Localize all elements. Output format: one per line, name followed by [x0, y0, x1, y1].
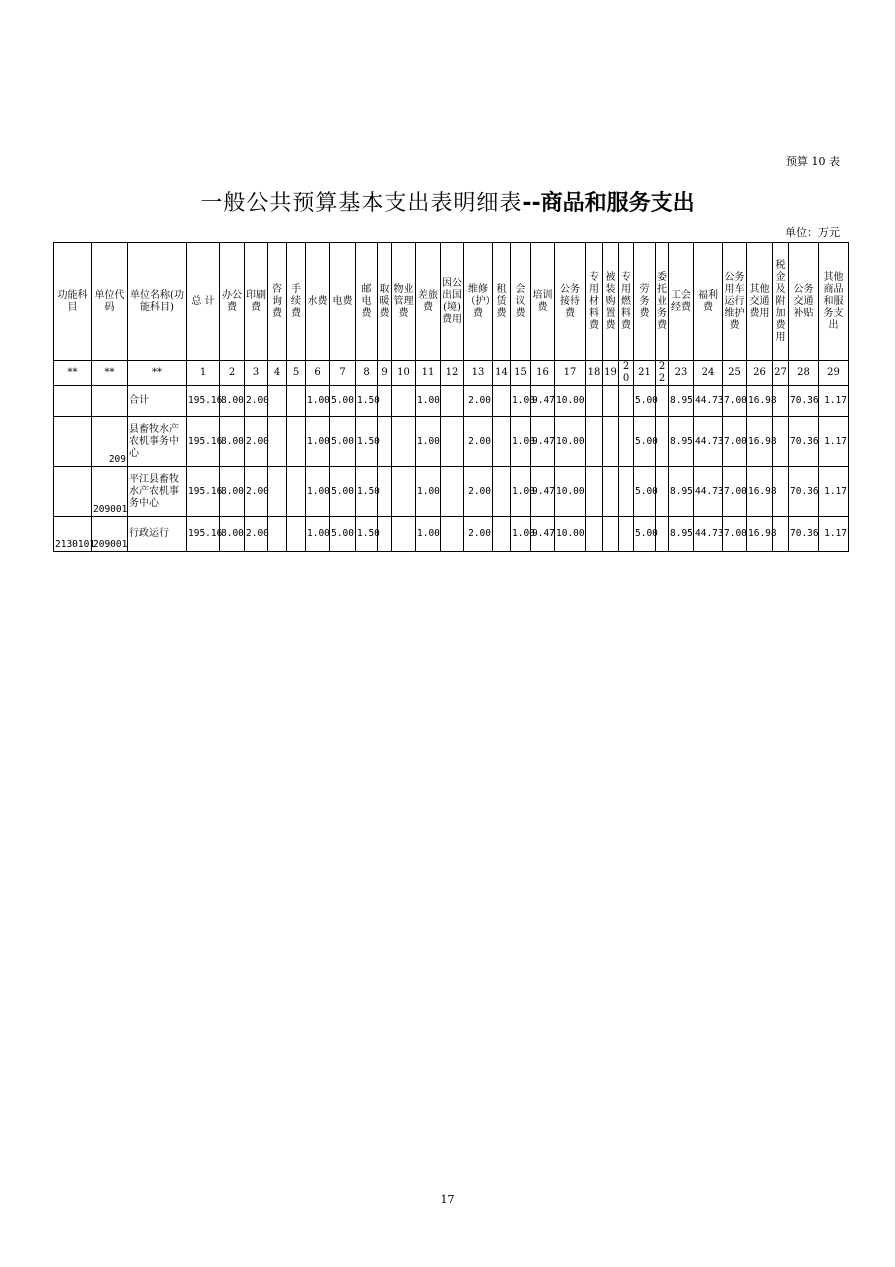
table-cell: [392, 517, 416, 552]
col-number: 17: [555, 361, 586, 386]
table-cell: 5.00: [634, 517, 656, 552]
col-header: 租赁费: [493, 243, 511, 361]
table-cell: 16.98: [747, 467, 773, 517]
col-header: 物业管理费: [392, 243, 416, 361]
table-cell: 8.00: [220, 517, 245, 552]
table-cell: 16.98: [747, 517, 773, 552]
table-cell: 5.00: [634, 467, 656, 517]
table-cell: [54, 386, 92, 417]
table-cell: 44.73: [694, 467, 723, 517]
table-cell: 9.47: [531, 417, 555, 467]
table-number: 预算 10 表: [786, 155, 840, 168]
table-cell: 10.00: [555, 517, 586, 552]
table-cell: [493, 417, 511, 467]
table-cell: [392, 417, 416, 467]
col-number: 12: [441, 361, 464, 386]
col-number: 21: [634, 361, 656, 386]
col-header: 电费: [330, 243, 356, 361]
col-header: 总 计: [187, 243, 220, 361]
table-row: [54, 386, 849, 417]
table-cell: [586, 386, 603, 417]
table-cell: 1.00: [306, 517, 330, 552]
table-cell: 7.00: [723, 386, 747, 417]
table-cell: 平江县畜牧水产农机事务中心: [128, 467, 187, 517]
table-cell: 1.00: [511, 467, 531, 517]
table-cell: 8.00: [220, 386, 245, 417]
table-cell: 195.16: [187, 417, 220, 467]
expenditure-table: [53, 242, 849, 552]
table-cell: 行政运行: [128, 517, 187, 552]
col-header: 专用燃料费: [619, 243, 634, 361]
table-cell: [619, 417, 634, 467]
col-header: 被装购置费: [603, 243, 619, 361]
table-cell: 9.47: [531, 386, 555, 417]
table-cell: [619, 386, 634, 417]
table-cell: 9.47: [531, 467, 555, 517]
col-number: 20: [619, 361, 634, 386]
table-cell: 1.00: [416, 386, 441, 417]
table-cell: 1.00: [416, 417, 441, 467]
col-header: 印刷费: [245, 243, 268, 361]
table-cell: 8.00: [220, 417, 245, 467]
table-cell: 44.73: [694, 517, 723, 552]
col-number: 6: [306, 361, 330, 386]
table-cell: [619, 467, 634, 517]
table-cell: 1.17: [819, 417, 849, 467]
table-cell: 16.98: [747, 386, 773, 417]
table-cell: 44.73: [694, 386, 723, 417]
col-header: 福利费: [694, 243, 723, 361]
table-cell: [287, 517, 306, 552]
page-title: [0, 186, 895, 217]
col-number: 25: [723, 361, 747, 386]
col-header: 手续费: [287, 243, 306, 361]
table-cell: 2.00: [464, 467, 493, 517]
table-cell: [586, 467, 603, 517]
table-cell: [603, 417, 619, 467]
table-cell: 10.00: [555, 467, 586, 517]
table-cell: 9.47: [531, 517, 555, 552]
table-cell: [54, 467, 92, 517]
table-cell: 1.00: [511, 417, 531, 467]
col-header: 公务用车运行维护费: [723, 243, 747, 361]
table-cell: 209001: [92, 517, 128, 552]
table-cell: 1.17: [819, 467, 849, 517]
col-header: 因公出国(境)费用: [441, 243, 464, 361]
table-cell: [441, 467, 464, 517]
table-cell: [268, 386, 287, 417]
table-cell: 8.95: [669, 386, 694, 417]
table-cell: [268, 517, 287, 552]
table-cell: 16.98: [747, 417, 773, 467]
col-header: 邮电费: [356, 243, 378, 361]
table-cell: [603, 386, 619, 417]
table-cell: 7.00: [723, 417, 747, 467]
table-cell: 195.16: [187, 467, 220, 517]
col-number: 11: [416, 361, 441, 386]
table-cell: 2130101: [54, 517, 92, 552]
col-number: 7: [330, 361, 356, 386]
column-number-row: [54, 361, 849, 386]
table-row: [54, 417, 849, 467]
table-cell: 8.95: [669, 417, 694, 467]
table-cell: [268, 467, 287, 517]
col-header: 工会经费: [669, 243, 694, 361]
col-header: 水费: [306, 243, 330, 361]
table-cell: 70.36: [789, 417, 819, 467]
table-cell: [586, 517, 603, 552]
col-header: 会议费: [511, 243, 531, 361]
table-cell: [493, 517, 511, 552]
table-cell: 2.00: [245, 467, 268, 517]
col-number: 3: [245, 361, 268, 386]
table-cell: [392, 467, 416, 517]
col-number: 9: [378, 361, 392, 386]
table-cell: 1.17: [819, 517, 849, 552]
col-number: 28: [789, 361, 819, 386]
table-cell: 195.16: [187, 517, 220, 552]
table-cell: 1.00: [416, 467, 441, 517]
table-cell: 70.36: [789, 386, 819, 417]
table-cell: 209: [92, 417, 128, 467]
table-cell: 1.50: [356, 517, 378, 552]
title-bold: 商品和服务支出: [540, 191, 695, 216]
table-cell: [287, 386, 306, 417]
table-cell: [441, 517, 464, 552]
table-cell: 县畜牧水产农机事务中心: [128, 417, 187, 467]
table-cell: 5.00: [634, 386, 656, 417]
table-cell: 1.00: [511, 517, 531, 552]
table-cell: 8.95: [669, 467, 694, 517]
col-header: 税金及附加费用: [773, 243, 789, 361]
table-cell: 10.00: [555, 386, 586, 417]
table-cell: [92, 386, 128, 417]
table-cell: 70.36: [789, 467, 819, 517]
table-cell: 1.00: [306, 386, 330, 417]
col-header: 办公费: [220, 243, 245, 361]
col-header: 公务接待费: [555, 243, 586, 361]
col-header: 单位代码: [92, 243, 128, 361]
table-cell: 5.00: [634, 417, 656, 467]
table-cell: [268, 417, 287, 467]
table-cell: [603, 517, 619, 552]
unit-label: 单位：万元: [785, 226, 840, 239]
col-header: 取暖费: [378, 243, 392, 361]
col-number: 1: [187, 361, 220, 386]
title-separator: --: [522, 191, 541, 216]
table-cell: 2.00: [464, 517, 493, 552]
table-cell: 1.00: [306, 467, 330, 517]
table-cell: 5.00: [330, 517, 356, 552]
page-number: 17: [440, 1193, 455, 1206]
table-cell: [493, 386, 511, 417]
table-row: [54, 467, 849, 517]
col-number: **: [54, 361, 92, 386]
col-number: 26: [747, 361, 773, 386]
table-cell: 1.00: [306, 417, 330, 467]
col-number: **: [92, 361, 128, 386]
table-cell: [586, 417, 603, 467]
table-cell: [441, 386, 464, 417]
table-cell: 209001: [92, 467, 128, 517]
table-cell: 8.00: [220, 467, 245, 517]
col-number: 19: [603, 361, 619, 386]
col-number: 14: [493, 361, 511, 386]
col-number: **: [128, 361, 187, 386]
table-cell: 5.00: [330, 417, 356, 467]
table-cell: 1.00: [511, 386, 531, 417]
col-header: 委托业务费: [656, 243, 669, 361]
table-cell: 2.00: [245, 417, 268, 467]
col-number: 15: [511, 361, 531, 386]
table-cell: 8.95: [669, 517, 694, 552]
table-cell: 10.00: [555, 417, 586, 467]
table-cell: 70.36: [789, 517, 819, 552]
col-header: 差旅费: [416, 243, 441, 361]
col-number: 10: [392, 361, 416, 386]
table-cell: 1.17: [819, 386, 849, 417]
col-number: 18: [586, 361, 603, 386]
header-row: [54, 243, 849, 361]
col-header: 公务交通补贴: [789, 243, 819, 361]
table-cell: [392, 386, 416, 417]
table-cell: [619, 517, 634, 552]
table-cell: [441, 417, 464, 467]
table-cell: 44.73: [694, 417, 723, 467]
table-cell: 7.00: [723, 517, 747, 552]
table-cell: 2.00: [245, 386, 268, 417]
table-cell: 1.50: [356, 417, 378, 467]
col-number: 4: [268, 361, 287, 386]
table-cell: 5.00: [330, 467, 356, 517]
table-cell: 2.00: [464, 386, 493, 417]
table-cell: [493, 467, 511, 517]
table-cell: [54, 417, 92, 467]
col-number: 23: [669, 361, 694, 386]
table-cell: [603, 467, 619, 517]
table-cell: 1.00: [416, 517, 441, 552]
col-header: 其他商品和服务支出: [819, 243, 849, 361]
col-header: 其他交通费用: [747, 243, 773, 361]
table-cell: 1.50: [356, 467, 378, 517]
table-cell: 1.50: [356, 386, 378, 417]
table-cell: 合计: [128, 386, 187, 417]
col-header: 单位名称(功能科目): [128, 243, 187, 361]
table-cell: 7.00: [723, 467, 747, 517]
col-header: 功能科目: [54, 243, 92, 361]
table-cell: 5.00: [330, 386, 356, 417]
col-number: 13: [464, 361, 493, 386]
col-header: 劳务费: [634, 243, 656, 361]
col-header: 专用材料费: [586, 243, 603, 361]
table-cell: [287, 417, 306, 467]
col-number: 29: [819, 361, 849, 386]
col-number: 8: [356, 361, 378, 386]
col-number: 16: [531, 361, 555, 386]
table-cell: 2.00: [464, 417, 493, 467]
col-number: 2: [220, 361, 245, 386]
col-number: 24: [694, 361, 723, 386]
table-row: [54, 517, 849, 552]
table-cell: 2.00: [245, 517, 268, 552]
col-header: 维修（护）费: [464, 243, 493, 361]
col-header: 咨询费: [268, 243, 287, 361]
table-cell: 195.16: [187, 386, 220, 417]
col-number: 22: [656, 361, 669, 386]
table-cell: [287, 467, 306, 517]
col-number: 27: [773, 361, 789, 386]
col-header: 培训费: [531, 243, 555, 361]
title-main: 一般公共预算基本支出表明细表: [200, 191, 523, 216]
col-number: 5: [287, 361, 306, 386]
